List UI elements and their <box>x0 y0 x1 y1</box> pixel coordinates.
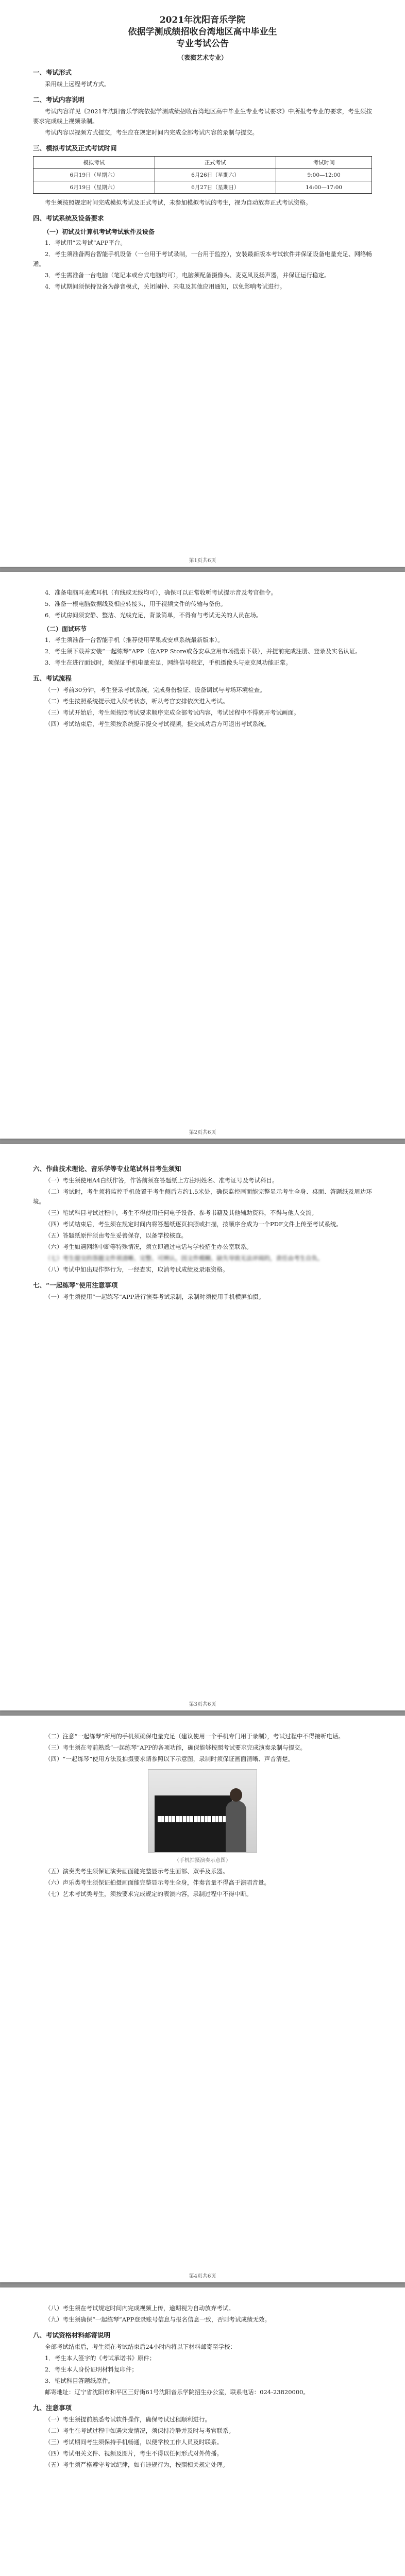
paragraph: （七）考生提交的答题文件须清晰、完整、可辨认，因文件模糊、缺失导致无法评阅的，责任由考生自负。 <box>45 1255 324 1262</box>
paragraph: 邮寄地址：辽宁省沈阳市和平区三好街61号沈阳音乐学院招生办公室，联系电话：024-23820000。 <box>45 2388 309 2396</box>
section-4-paragraph: 3．考生需准备一台电脑（笔记本或台式电脑均可），电脑须配备摄像头、麦克风及扬声器，并保证运行稳定。 <box>45 272 330 279</box>
table-cell: 6月26日（星期六） <box>155 169 276 181</box>
paragraph: （三）笔试科目考试过程中，考生不得使用任何电子设备、参考书籍及其他辅助资料，不得与他人交流。 <box>45 1209 317 1216</box>
paragraph: （一）考前30分钟，考生登录考试系统，完成身份验证、设备调试与考场环境检查。 <box>45 686 266 693</box>
paragraph: 4．准备电脑耳麦或耳机（有线或无线均可），确保可以正常收听考试提示音及考官指令。 <box>45 589 277 596</box>
table-cell: 14:00—17:00 <box>276 181 372 194</box>
piano-keys-shape <box>158 1816 229 1822</box>
section-3-body: 考生须按照规定时间完成模拟考试及正式考试，未参加模拟考试的考生，视为自动放弃正式考试资格。 <box>45 199 312 206</box>
piano-performance-photo <box>148 1769 257 1853</box>
section-2-heading: 二、考试内容说明 <box>33 96 85 104</box>
table-cell: 6月19日（星期六） <box>33 169 155 181</box>
paragraph: （八）考试中如出现作弊行为，一经查实，取消考试成绩及录取资格。 <box>45 1266 229 1273</box>
paragraph: （四）考试相关文件、视频及图片，考生不得以任何形式对外传播。 <box>45 2450 223 2457</box>
table-header-cell: 考试时间 <box>276 157 372 169</box>
document-page-4 <box>0 1716 405 2282</box>
section-4-subheading: （一）初试及计算机考试考试软件及设备 <box>43 228 155 235</box>
paragraph: （二）考生按照系统提示进入候考状态，听从考官安排依次进入考试。 <box>45 698 229 705</box>
section-4-paragraph: 1．考试用“云考试”APP平台。 <box>45 239 126 246</box>
section-9-heading: 九、注意事项 <box>33 2404 72 2412</box>
table-row <box>33 169 372 181</box>
section-4-paragraph: 4．考试期间须保持设备为静音模式，关闭闹钟、来电及其他应用通知，以免影响考试进行。 <box>45 283 286 290</box>
document-title-line-1: 2021年沈阳音乐学院 <box>159 15 246 25</box>
paragraph: （三）考生须在考前熟悉“一起练琴”APP的各项功能，确保能够按照考试要求完成演奏录制与提交。 <box>45 1744 307 1751</box>
paragraph: （五）考生须严格遵守考试纪律，如有违规行为，按照相关规定处理。 <box>45 2461 229 2468</box>
table-cell: 6月19日（星期六） <box>33 181 155 194</box>
section-2-paragraph: 考试内容详见《2021年沈阳音乐学院依据学测成绩招收台湾地区高中毕业生专业考试要求》中所报考专业的要求，考生须按要求完成线上视频录制。 <box>33 108 372 125</box>
paragraph: （六）声乐类考生须保证拍摄画面能完整显示考生全身，伴奏音量不得高于演唱音量。 <box>45 1879 270 1886</box>
paragraph: （四）“一起练琴”使用方法及拍摄要求请参照以下示意图，录制时须保证画面清晰、声音清楚。 <box>45 1755 294 1762</box>
document-title-line-2: 依据学测成绩招收台湾地区高中毕业生 <box>128 27 277 37</box>
paragraph: 1．考生本人签字的《考试承诺书》原件； <box>45 2354 156 2362</box>
document-page-5 <box>0 2287 405 2576</box>
table-cell: 9:00—12:00 <box>276 169 372 181</box>
section-6-heading: 六、作曲技术理论、音乐学等专业笔试科目考生须知 <box>33 1165 181 1173</box>
paragraph: 3．笔试科目答题纸原件。 <box>45 2377 114 2384</box>
document-page-2 <box>0 572 405 1139</box>
paragraph: （三）考试开始后，考生须按照考试要求顺序完成全部考试内容，考试过程中不得离开考试画面。 <box>45 709 300 716</box>
performer-body-shape <box>226 1801 246 1852</box>
paragraph: （四）考试结束后，考生须按系统提示提交考试视频，提交成功后方可退出考试系统。 <box>45 720 270 727</box>
page-number: 第2页共6页 <box>189 1130 216 1136</box>
exam-schedule-table <box>33 156 372 194</box>
document-page-1 <box>0 0 405 567</box>
section-2-paragraph: 考试内容以视频方式提交，考生应在规定时间内完成全部考试内容的录制与提交。 <box>45 129 258 136</box>
paragraph: 1．考生须准备一台智能手机（推荐使用苹果或安卓系统最新版本）。 <box>45 636 224 643</box>
section-4-heading: 四、考试系统及设备要求 <box>33 214 104 222</box>
section-3-heading: 三、模拟考试及正式考试时间 <box>33 144 117 152</box>
paragraph: （五）答题纸原件须由考生妥善保存，以备学校核查。 <box>45 1232 187 1239</box>
paragraph: 3．考生在进行面试时，须保证手机电量充足，网络信号稳定，手机摄像头与麦克风功能正常。 <box>45 659 292 666</box>
paragraph: （三）考试期间考生须保持手机畅通，以便学校工作人员及时联系。 <box>45 2438 223 2446</box>
paragraph: （二）考生在考试过程中如遇突发情况，须保持冷静并及时与考官联系。 <box>45 2427 234 2434</box>
document-title-line-3: 专业考试公告 <box>176 39 229 49</box>
paragraph: （二）注意“一起练琴”所用的手机须确保电量充足（建议使用一个手机专门用于录制），考试过程中不得接听电话。 <box>45 1733 345 1740</box>
table-header-row <box>33 157 372 169</box>
section-5-heading: 五、考试流程 <box>33 674 72 682</box>
subheading: （二）面试环节 <box>43 625 87 633</box>
paragraph: （六）考生如遇网络中断等特殊情况，须立即通过电话与学校招生办公室联系。 <box>45 1243 252 1250</box>
performer-head-shape <box>230 1788 242 1802</box>
paragraph: （一）考生须使用A4白纸作答，作答前须在答题纸上方注明姓名、准考证号及考试科目。 <box>45 1177 278 1184</box>
paragraph: （一）考生须提前熟悉考试软件操作，确保考试过程顺利进行。 <box>45 2416 211 2423</box>
paragraph: 2．考生须下载并安装“一起练琴”APP（在APP Store或各安卓应用市场搜索下载），并提前完成注册、登录及实名认证。 <box>45 648 361 655</box>
table-header-cell: 模拟考试 <box>33 157 155 169</box>
document-subtitle-note: （表演艺术专业） <box>177 54 227 61</box>
photo-caption: （手机拍摄演奏示意图） <box>174 1858 231 1863</box>
piano-shape <box>155 1795 232 1852</box>
paragraph: （九）考生须确保“一起练琴”APP登录账号信息与报名信息一致，否则考试成绩无效。 <box>45 2316 271 2323</box>
section-7-heading: 七、“一起练琴”使用注意事项 <box>33 1281 118 1289</box>
paragraph: （五）演奏类考生须保证演奏画面能完整显示考生面部、双手及乐器。 <box>45 1868 229 1875</box>
section-4-paragraph: 2．考生须准备两台智能手机设备（一台用于考试录制，一台用于监控），安装最新版本考试软件并保证设备电量充足、网络畅通。 <box>33 250 372 267</box>
table-row <box>33 181 372 194</box>
document-page-3 <box>0 1144 405 1710</box>
paragraph: 2．考生本人身份证明材料复印件； <box>45 2366 138 2373</box>
table-header-cell: 正式考试 <box>155 157 276 169</box>
paragraph: （八）考生须在考试规定时间内完成视频上传，逾期视为自动放弃考试。 <box>45 2304 234 2312</box>
paragraph: （七）艺术考试类考生，须按要求完成规定的表演内容，录制过程中不得中断。 <box>45 1890 252 1897</box>
section-1-body: 采用线上远程考试方式。 <box>45 80 110 88</box>
paragraph: 5．准备一根电脑数据线及相应转接头，用于视频文件的传输与备份。 <box>45 600 227 607</box>
paragraph: （一）考生须使用“一起练琴”APP进行演奏考试录制，录制时须使用手机横屏拍摄。 <box>45 1293 265 1300</box>
table-cell: 6月27日（星期日） <box>155 181 276 194</box>
paragraph: 全部考试结束后，考生须在考试结束后24小时内将以下材料邮寄至学校： <box>45 2343 237 2350</box>
page-number: 第3页共6页 <box>189 1702 216 1707</box>
page-number: 第1页共6页 <box>189 558 216 564</box>
section-1-heading: 一、考试形式 <box>33 69 72 76</box>
paragraph: （二）考试时，考生须将监控手机放置于考生侧后方约1.5米处，确保监控画面能完整显示考生全身、桌面、答题纸及周边环境。 <box>33 1188 372 1205</box>
paragraph: 6．考试房间须安静、整洁、光线充足，背景简单，不得有与考试无关的人员在场。 <box>45 612 262 619</box>
page-number: 第4页共6页 <box>189 2274 216 2279</box>
paragraph: （四）考试结束后，考生须在规定时间内将答题纸逐页拍照或扫描，按顺序合成为一个PDF文件上传至考试系统。 <box>45 1221 342 1228</box>
section-8-heading: 八、考试资格材料邮寄说明 <box>33 2331 111 2339</box>
